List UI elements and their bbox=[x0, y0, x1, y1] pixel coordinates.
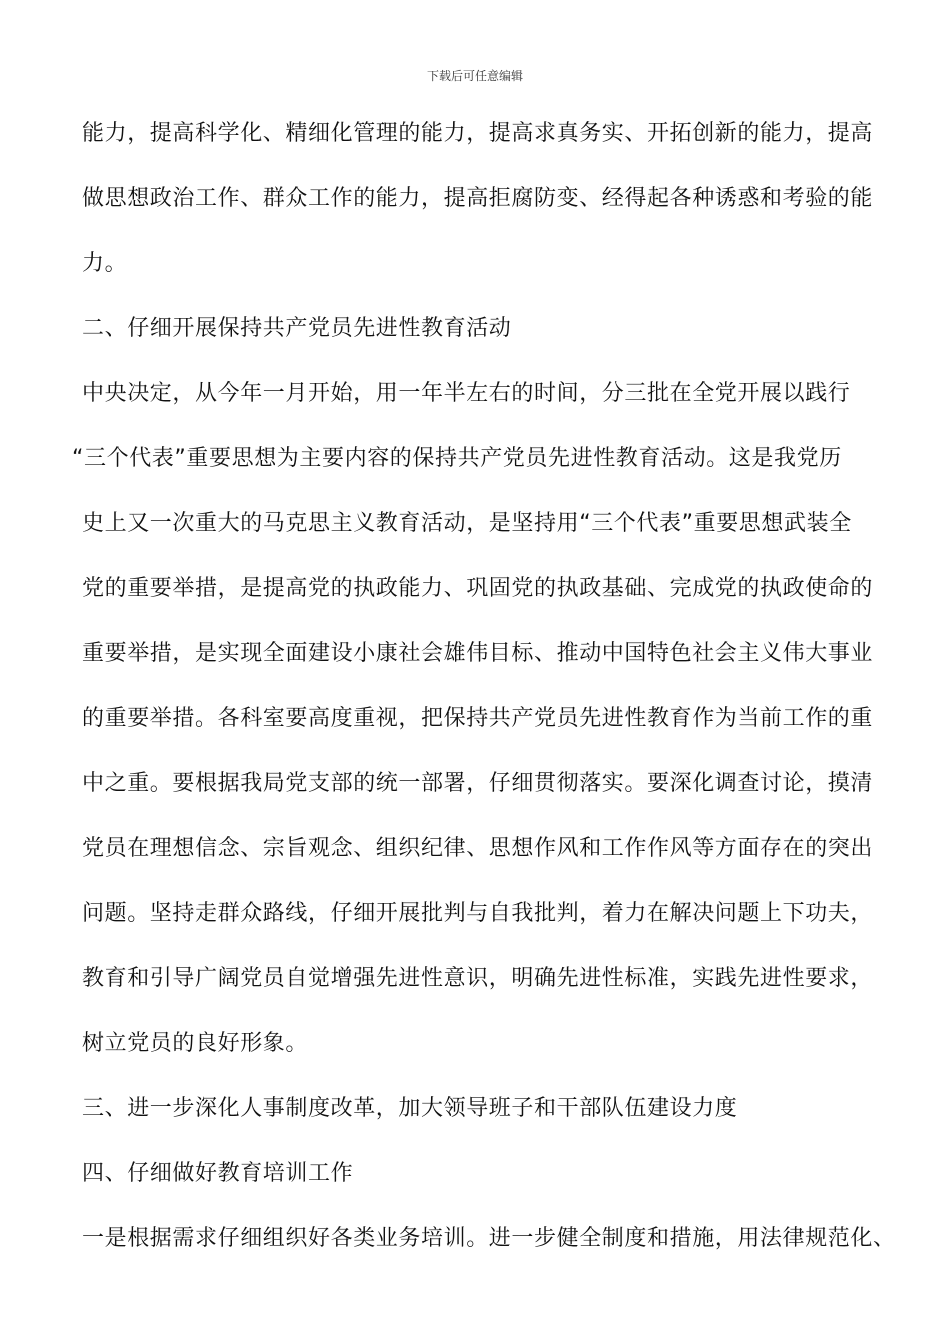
text-line: 教育和引导广阔党员自觉增强先进性意识，明确先进性标准，实践先进性要求， bbox=[82, 966, 874, 991]
text-line: 做思想政治工作、群众工作的能力，提高拒腐防变、经得起各种诱惑和考验的能 bbox=[82, 186, 874, 211]
text-line: 党的重要举措，是提高党的执政能力、巩固党的执政基础、完成党的执政使命的 bbox=[82, 576, 874, 601]
text-line: 能力，提高科学化、精细化管理的能力，提高求真务实、开拓创新的能力，提高 bbox=[82, 121, 874, 146]
text-line: 的重要举措。各科室要高度重视，把保持共产党员先进性教育作为当前工作的重 bbox=[82, 706, 874, 731]
document-body bbox=[72, 118, 896, 1288]
text-line: 中之重。要根据我局党支部的统一部署，仔细贯彻落实。要深化调查讨论，摸清 bbox=[82, 771, 874, 796]
page-header-note: 下载后可任意编辑 bbox=[426, 69, 523, 83]
text-line: 问题。坚持走群众路线，仔细开展批判与自我批判，着力在解决问题上下功夫， bbox=[82, 901, 874, 926]
text-line: “三个代表”重要思想为主要内容的保持共产党员先进性教育活动。这是我党历 bbox=[72, 446, 842, 471]
text-line: 树立党员的良好形象。 bbox=[82, 1031, 309, 1056]
section-heading-2: 二、仔细开展保持共产党员先进性教育活动 bbox=[82, 316, 512, 341]
text-line: 史上又一次重大的马克思主义教育活动，是坚持用“三个代表”重要思想武装全 bbox=[82, 511, 852, 536]
section-heading-4: 四、仔细做好教育培训工作 bbox=[82, 1161, 354, 1186]
text-line: 中央决定，从今年一月开始，用一年半左右的时间，分三批在全党开展以践行 bbox=[82, 381, 851, 406]
text-line: 力。 bbox=[82, 251, 128, 276]
text-line: 一是根据需求仔细组织好各类业务培训。进一步健全制度和措施，用法律规范化、 bbox=[82, 1226, 896, 1251]
text-line: 重要举措，是实现全面建设小康社会雄伟目标、推动中国特色社会主义伟大事业 bbox=[82, 641, 874, 666]
text-line: 党员在理想信念、宗旨观念、组织纪律、思想作风和工作作风等方面存在的突出 bbox=[82, 836, 874, 861]
section-heading-3: 三、进一步深化人事制度改革，加大领导班子和干部队伍建设力度 bbox=[82, 1096, 738, 1121]
